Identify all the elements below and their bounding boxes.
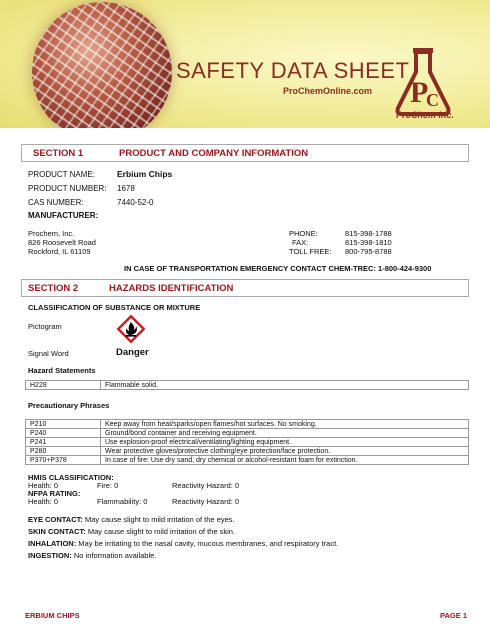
eye-contact-label: EYE CONTACT: — [28, 515, 83, 524]
manufacturer-label: MANUFACTURER: — [28, 211, 99, 220]
nfpa-reactivity: Reactivity Hazard: 0 — [172, 497, 240, 506]
hmis-fire: Fire: 0 — [97, 481, 119, 490]
product-name-label: PRODUCT NAME: — [28, 170, 95, 179]
skin-contact-label: SKIN CONTACT: — [28, 527, 86, 536]
footer-product: ERBIUM CHIPS — [25, 611, 80, 620]
precautionary-heading: Precautionary Phrases — [28, 401, 110, 410]
precaution-text: Use explosion-proof electrical/ventilating/lighting equipment. — [105, 439, 291, 446]
pictogram-label: Pictogram — [28, 322, 62, 331]
product-number-value: 1678 — [117, 184, 135, 193]
product-name-value: Erbium Chips — [117, 169, 173, 179]
company-address-2: Rockford, IL 61109 — [28, 247, 91, 256]
hazard-code: H228 — [30, 382, 47, 389]
phone-label: PHONE: — [289, 229, 318, 238]
hmis-reactivity: Reactivity Hazard: 0 — [172, 481, 240, 490]
website-link[interactable]: ProChemOnline.com — [283, 86, 373, 96]
precaution-code: P280 — [30, 448, 47, 455]
eye-contact-text: May cause slight to mild irritation of the eyes. — [84, 515, 235, 524]
sds-title: SAFETY DATA SHEET — [176, 58, 410, 83]
hazard-statement-row — [25, 380, 469, 390]
company-name: Prochem, Inc. — [28, 229, 75, 238]
tollfree-value: 800-795-8788 — [345, 247, 392, 256]
fax-value: 815-398-1810 — [345, 238, 392, 247]
precaution-text: Keep away from heat/sparks/open flames/hot surfaces. No smoking. — [105, 421, 317, 428]
svg-text:P: P — [410, 76, 429, 109]
hazard-statements-heading: Hazard Statements — [28, 366, 96, 375]
nfpa-flammability: Flammability: 0 — [97, 497, 148, 506]
precaution-code: P210 — [30, 421, 47, 428]
signal-word-value: Danger — [116, 347, 149, 358]
svg-text:C: C — [426, 90, 439, 110]
hmis-health: Health: 0 — [28, 481, 59, 490]
section-2-title: HAZARDS IDENTIFICATION — [109, 283, 234, 294]
inhalation — [28, 539, 338, 548]
emergency-contact: IN CASE OF TRANSPORTATION EMERGENCY CONTACT CHEM-TREC: 1-800-424-9300 — [124, 264, 432, 273]
precaution-row — [25, 455, 469, 465]
flame-pictogram-icon — [116, 314, 146, 344]
precaution-text: Wear protective gloves/protective clothing/eye protection/face protection. — [105, 448, 331, 455]
nfpa-heading: NFPA RATING: — [28, 489, 81, 498]
phone-value: 815-398-1788 — [345, 229, 392, 238]
nfpa-health: Health: 0 — [28, 497, 59, 506]
eye-contact — [28, 515, 235, 524]
precaution-code: P370+P378 — [30, 457, 67, 464]
company-address-1: 826 Roosevelt Road — [28, 238, 96, 247]
product-number-label: PRODUCT NUMBER: — [28, 184, 107, 193]
precaution-text: In case of fire: Use dry sand, dry chemical or alcohol-resistant foam for extinction. — [105, 457, 358, 464]
section-1-title: PRODUCT AND COMPANY INFORMATION — [119, 148, 309, 159]
product-sphere-image — [32, 2, 172, 128]
footer-page-number: PAGE 1 — [440, 611, 467, 620]
header-banner — [0, 0, 490, 128]
precaution-code: P240 — [30, 430, 47, 437]
hmis-heading: HMIS CLASSIFICATION: — [28, 473, 114, 482]
logo-text: ProChem inc. — [396, 110, 455, 120]
ingestion — [28, 551, 156, 560]
hazard-text: Flammable solid. — [105, 382, 158, 389]
inhalation-label: INHALATION: — [28, 539, 77, 548]
precaution-code: P241 — [30, 439, 47, 446]
section-2-number: SECTION 2 — [28, 283, 79, 294]
cas-label: CAS NUMBER: — [28, 198, 84, 207]
classification-heading: CLASSIFICATION OF SUBSTANCE OR MIXTURE — [28, 303, 201, 312]
section-2-header — [21, 279, 469, 297]
ingestion-label: INGESTION: — [28, 551, 72, 560]
inhalation-text: May be irritating to the nasal cavity, mucous membranes, and respiratory tract. — [78, 539, 339, 548]
skin-contact-text: May cause slight to mild irritation of the skin. — [87, 527, 236, 536]
fax-label: FAX: — [292, 238, 309, 247]
section-1-header — [21, 144, 469, 162]
tollfree-label: TOLL FREE: — [289, 247, 332, 256]
cas-value: 7440-52-0 — [117, 198, 154, 207]
skin-contact — [28, 527, 235, 536]
ingestion-text: No information available. — [73, 551, 157, 560]
signal-word-label: Signal Word — [28, 349, 69, 358]
section-1-number: SECTION 1 — [33, 148, 84, 159]
precaution-text: Ground/bond container and receiving equipment. — [105, 430, 257, 437]
